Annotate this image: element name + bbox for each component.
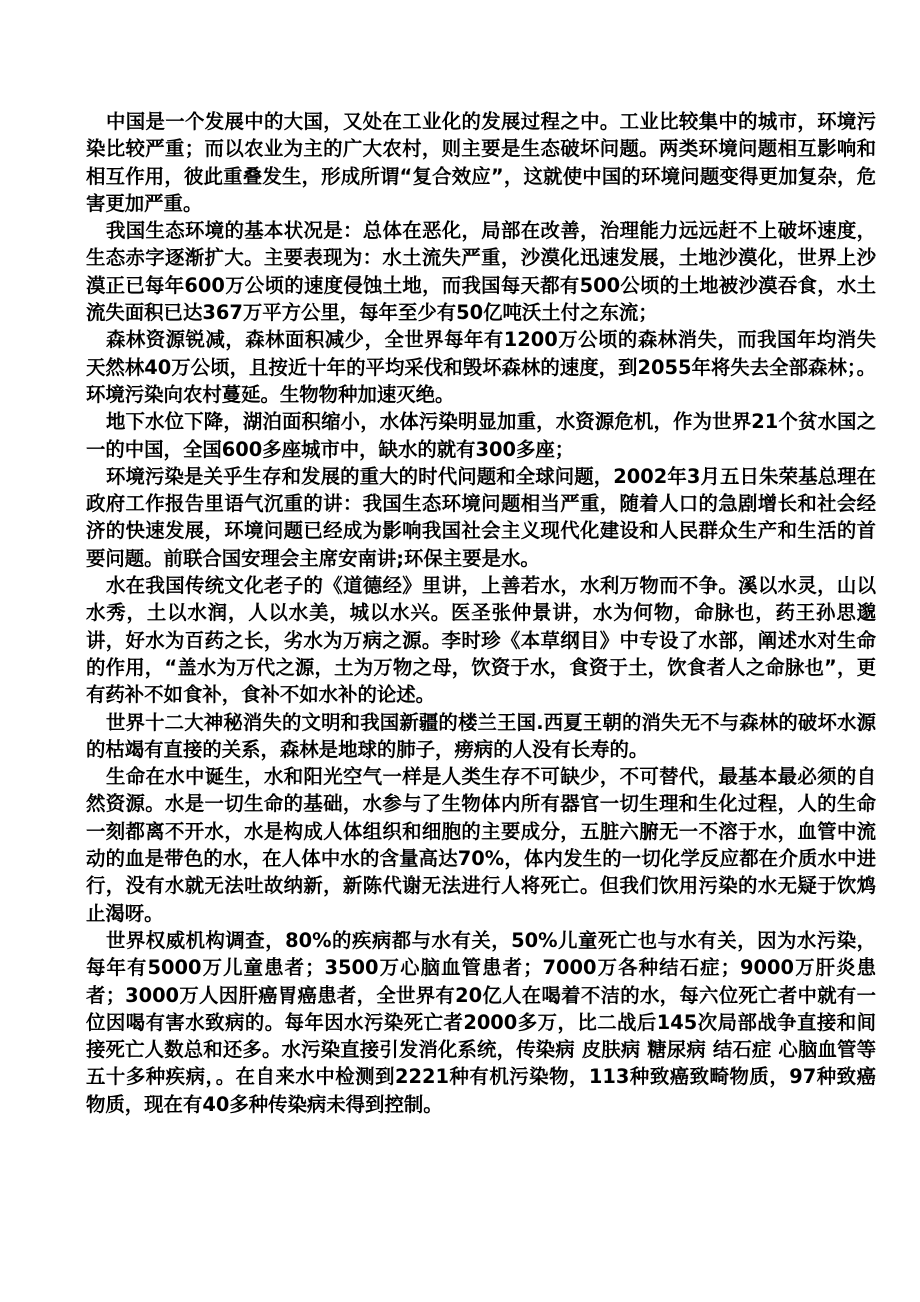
paragraph-lost-civilizations: 世界十二大神秘消失的文明和我国新疆的楼兰王国.西夏王朝的消失无不与森林的破坏水源的枯竭有直接的关系，森林是地球的肺子，痨病的人没有长寿的。 [86, 710, 876, 761]
paragraph-china-development: 中国是一个发展中的大国，又处在工业化的发展过程之中。工业比较集中的城市，环境污染比较严重；而以农业为主的广大农村，则主要是生态破坏问题。两类环境问题相互影响和相互作用，彼此重叠发生，形成所谓“复合效应”，这就使中国的环境问题变得更加复杂，危害更加严重。 [86, 110, 876, 215]
paragraph-environmental-pollution: 环境污染是关乎生存和发展的重大的时代问题和全球问题，2002年3月五日朱荣基总理在政府工作报告里语气沉重的讲：我国生态环境问题相当严重，随着人口的急剧增长和社会经济的快速发展，环境问题已经成为影响我国社会主义现代化建设和人民群众生产和生活的首要问题。前联合国安理会主席安南讲;环保主要是水。 [86, 464, 876, 570]
paragraph-forest-resources: 森林资源锐减，森林面积减少，全世界每年有1200万公顷的森林消失，而我国年均消失天然林40万公顷，且按近十年的平均采伐和毁坏森林的速度，到2055年将失去全部森林；。环境污染向农村蔓延。生物物种加速灭绝。 [86, 328, 876, 406]
paragraph-water-disease-statistics: 世界权威机构调查，80%的疾病都与水有关，50%儿童死亡也与水有关，因为水污染，每年有5000万儿童患者；3500万心脑血管患者；7000万各种结石症；9000万肝炎患者；3000万人因肝癌胃癌患者，全世界有20亿人在喝着不洁的水，每六位死亡者中就有一位因喝有害水致病的。每年因水污染死亡者2000多万，比二战后145次局部战争直接和间接死亡人数总和还多。水污染直接引发消化系统，传染病 皮肤病 糖尿病 结石症 心脑血管等五十多种疾病，。在自来水中检测到2221种有机污染物，113种致癌致畸物质，97种致癌物质，现在有40多种传染病未得到控制。 [86, 928, 876, 1116]
paragraph-ecological-status: 我国生态环境的基本状况是：总体在恶化，局部在改善，治理能力远远赶不上破坏速度，生态赤字逐渐扩大。主要表现为：水土流失严重，沙漠化迅速发展，土地沙漠化，世界上沙漠正已每年600万公顷的速度侵蚀土地，而我国每天都有500公顷的土地被沙漠吞食，水土流失面积已达367万平方公里，每年至少有50亿吨沃土付之东流； [86, 219, 876, 325]
paragraph-water-and-life: 生命在水中诞生，水和阳光空气一样是人类生存不可缺少，不可替代，最基本最必须的自然资源。水是一切生命的基础，水参与了生物体内所有器官一切生理和生化过程，人的生命一刻都离不开水，水是构成人体组织和细胞的主要成分，五脏六腑无一不溶于水，血管中流动的血是带色的水，在人体中水的含量高达70%，体内发生的一切化学反应都在介质水中进行，没有水就无法吐故纳新，新陈代谢无法进行人将死亡。但我们饮用污染的水无疑于饮鸩止渴呀。 [86, 765, 876, 925]
paragraph-groundwater: 地下水位下降，湖泊面积缩小，水体污染明显加重，水资源危机，作为世界21个贫水国之一的中国，全国600多座城市中，缺水的就有300多座； [86, 410, 876, 461]
document-page [86, 108, 876, 1118]
paragraph-water-culture: 水在我国传统文化老子的《道德经》里讲，上善若水，水利万物而不争。溪以水灵，山以水秀，土以水润，人以水美，城以水兴。医圣张仲景讲，水为何物，命脉也，药王孙思邈讲，好水为百药之长，劣水为万病之源。李时珍《本草纲目》中专设了水部，阐述水对生命的作用，“盖水为万代之源，土为万物之母，饮资于水，食资于土，饮食者人之命脉也”，更有药补不如食补，食补不如水补的论述。 [86, 574, 876, 707]
